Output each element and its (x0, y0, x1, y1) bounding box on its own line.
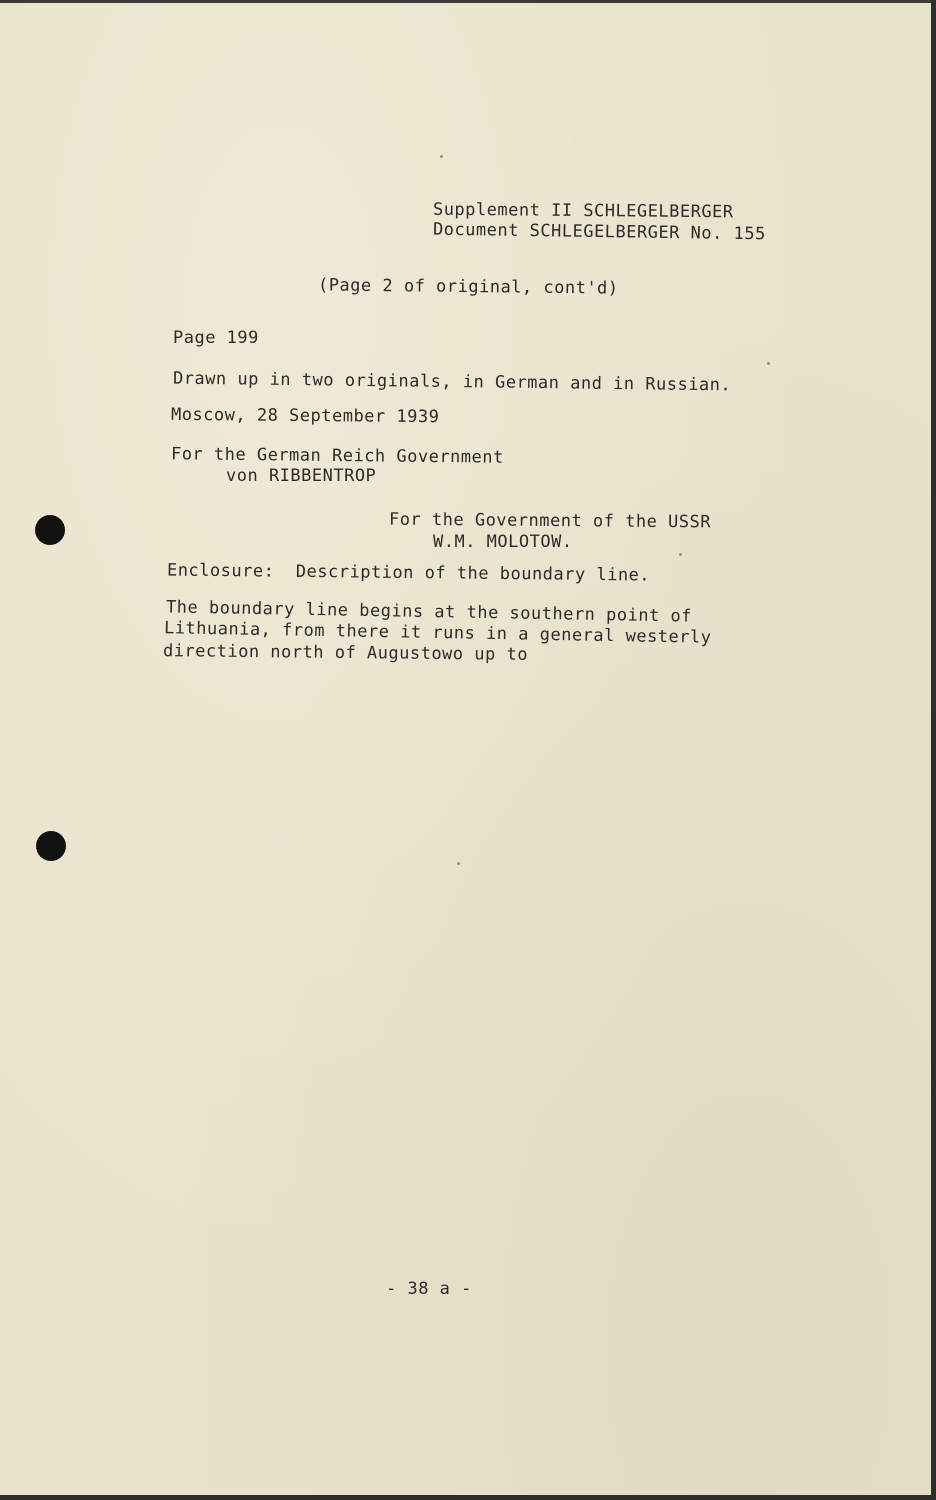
punch-hole-top (35, 515, 65, 545)
document-header: Document SCHLEGELBERGER No. 155 (432, 219, 766, 245)
boundary-text-line-3: direction north of Augustowo up to (162, 641, 529, 665)
german-signature-line: For the German Reich Government (170, 444, 504, 468)
scan-edge-right (931, 0, 936, 1500)
scan-speck (679, 553, 682, 556)
enclosure-label: Enclosure: (166, 560, 275, 582)
scan-speck (440, 155, 443, 158)
enclosure-title: Description of the boundary line. (295, 561, 651, 586)
page-number: - 38 a - (386, 1279, 472, 1299)
supplement-header: Supplement II SCHLEGELBERGER (432, 199, 734, 223)
punch-hole-bottom (36, 831, 66, 861)
boundary-text-line-1: The boundary line begins at the southern point of (165, 597, 693, 627)
scan-speck (457, 862, 460, 865)
german-signatory: von RIBBENTROP (226, 466, 377, 486)
ussr-signatory: W.M. MOLOTOW. (433, 532, 573, 552)
enclosure-line (167, 560, 650, 585)
place-date: Moscow, 28 September 1939 (170, 404, 440, 428)
ussr-signature-line: For the Government of the USSR (388, 509, 712, 533)
scan-edge-top (0, 0, 936, 3)
page-reference: Page 199 (173, 328, 259, 348)
continuation-note: (Page 2 of original, cont'd) (317, 275, 619, 299)
boundary-text-line-2: Lithuania, from there it runs in a general westerly (163, 618, 712, 648)
drawn-up-text: Drawn up in two originals, in German and in Russian. (172, 368, 732, 396)
scan-speck (767, 362, 770, 365)
scan-edge-bottom (0, 1495, 936, 1500)
